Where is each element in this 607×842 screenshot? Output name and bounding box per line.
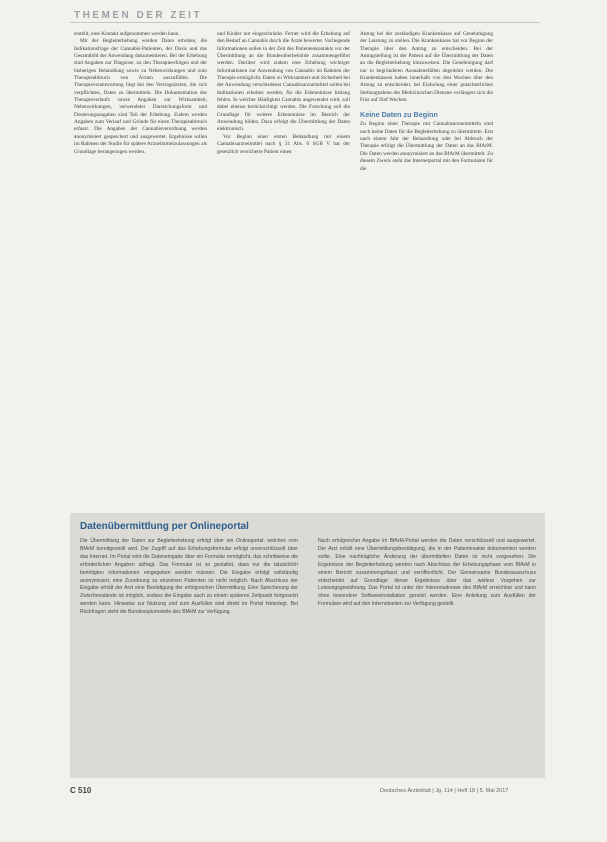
text-column-3 <box>360 31 493 173</box>
page-number: C 510 <box>70 786 92 795</box>
text-column-1 <box>74 31 207 156</box>
paragraph: und Kinder nur eingeschränkt. Ferner wird die Erhebung auf den Bedarf an Cannabis durch die Ärzte bewertet. Vorliegende Informationen sollen in der Zeit des Patientenkontakts vor der Übermittlung an die Bundesoberbehörde zusammengeführt werden. Darüber wird zudem eine Erhebung wichtiger Informationen zur Anwendung von Cannabis im Rahmen der Therapie ermöglicht. Daten zu Wirksamkeit und Sicherheit bei der Anwendung verschiedener Cannabisarzneimittel sollen bei Indikationen erhoben werden, für die Erkenntnisse bislang fehlen. In welcher Häufigkeit Cannabis angewendet wird, soll dabei ebenso berücksichtigt werden. Die Forschung soll die Grundlage für weitere Erkenntnisse im Bereich der Anwendung bilden. Dazu erfolgt die Übermittlung der Daten elektronisch. <box>217 31 350 133</box>
info-box-column-right: Nach erfolgreicher Angabe im BfArM-Portal werden die Daten verschlüsselt und ausgewertet. Der Arzt erhält eine Übermittlungsbestätigung, die in der Patientenakte dokumentiert werden sollte. Eine nachträgliche Änderung der übermittelten Daten ist nicht vorgesehen. Die Ergebnisse der Begleiterhebung werden nach Abschluss der Erhebungsphase vom BfArM in einem Bericht zusammengefasst und veröffentlicht. Der Gemeinsame Bundesausschuss entscheidet auf Grundlage dieser Ergebnisse über das weitere Vorgehen zur Leistungsgewährung. Das Portal ist unter der Internetadresse des BfArM erreichbar und kann ohne besondere Softwareinstallation genutzt werden. Eine Anleitung zum Ausfüllen der Formulare wird auf den Internetseiten zur Verfügung gestellt. <box>318 538 536 608</box>
paragraph: Mit der Begleiterhebung werden Daten erhoben, die Indikationsfrage der Cannabis-Patienten, der Dosis und das Gesamtbild der Anwendung dokumentieren. Bei der Erhebung sind Angaben zur Diagnose, zu den Therapieerfolgen und der bisherigen Behandlung sowie zu Nebenwirkungen und zum Therapieabbruch von Ärzten auszufüllen. Die Therapieverantwortung liegt bei den Vertragsärzten, die sich verpflichten, Daten zu übermitteln. Die Dokumentation des Therapieverlaufs sowie Angaben zur Wirksamkeit, Nebenwirkungen, verwendeter Darreichungsform und Dosierungsangaben sind Teil der Erhebung. Zudem werden Angaben zum Verlauf und Gründe für einen Therapieabbruch erfasst. Die Angaben der Cannabisverordnung werden anonymisiert gespeichert und ausgewertet. Ergebnisse sollen im Rahmen der Studie für spätere Arzneimittelzulassungen als Grundlage herangezogen werden. <box>74 38 207 155</box>
paragraph: Vor Beginn einer ersten Behandlung mit einem Cannabisarzneimittel nach § 31 Abs. 6 SGB V hat der gesetzlich versicherte Patient einen <box>217 133 350 155</box>
info-box-column-left: Die Übermittlung der Daten zur Begleiterhebung erfolgt über ein Onlineportal, welches vom BfArM bereitgestellt wird. Der Zugriff auf das Erhebungsformular erfolgt unverschlüsselt über das Internet. Im Portal wird die Dateneingabe über ein Formular ermöglicht, das schrittweise die erforderlichen Angaben abfragt. Das Formular ist so gestaltet, dass nur die tatsächlich benötigten Informationen eingegeben werden müssen. Die Eingabe erfolgt vollständig anonymisiert, eine Zuordnung zu einzelnen Patienten ist nicht möglich. Nach Abschluss der Eingabe erhält der Arzt eine Bestätigung der erfolgreichen Übermittlung. Eine Speicherung der Zwischenstände ist möglich, sodass die Eingabe auch zu einem späteren Zeitpunkt fortgesetzt werden kann. Hinweise zur Nutzung und zum Ausfüllen sind direkt im Portal hinterlegt. Bei Rückfragen steht die Bundesopiumstelle des BfArM zur Verfügung. <box>80 538 298 616</box>
paragraph: Zu Beginn einer Therapie mit Cannabisarzneimitteln sind noch keine Daten für die Begleiterhebung zu übermitteln. Erst nach einem Jahr der Behandlung oder bei Abbruch der Therapie erfolgt die Übermittlung der Daten an das BfArM. Die Daten werden anonymisiert an das BfArM übermittelt. Zu diesem Zweck steht das Internetportal mit den Formularen für die <box>360 121 493 172</box>
paragraph: Antrag bei der zuständigen Krankenkasse auf Genehmigung der Leistung zu stellen. Die Krankenkasse hat vor Beginn der Therapie über den Antrag zu entscheiden. Bei der Antragstellung ist der Patient auf die Übermittlung der Daten an die Begleiterhebung hinzuweisen. Die Genehmigung darf nur in begründeten Ausnahmefällen abgelehnt werden. Die Krankenkassen haben innerhalb von drei Wochen über den Antrag zu entscheiden; bei Einholung einer gutachterlichen Stellungnahme des Medizinischen Dienstes verlängert sich die Frist auf fünf Wochen. <box>360 31 493 104</box>
header-rule <box>70 22 540 23</box>
journal-citation: Deutsches Ärzteblatt | Jg. 114 | Heft 18 | 5. Mai 2017 <box>380 788 509 794</box>
text-column-2 <box>217 31 350 156</box>
info-box-title: Datenübermittlung per Onlineportal <box>80 521 249 532</box>
section-heading: THEMEN DER ZEIT <box>74 10 203 21</box>
paragraph: erstellt, eine Kontakt aufgenommen werden kann. <box>74 31 180 37</box>
subheading: Keine Daten zu Beginn <box>360 110 438 120</box>
